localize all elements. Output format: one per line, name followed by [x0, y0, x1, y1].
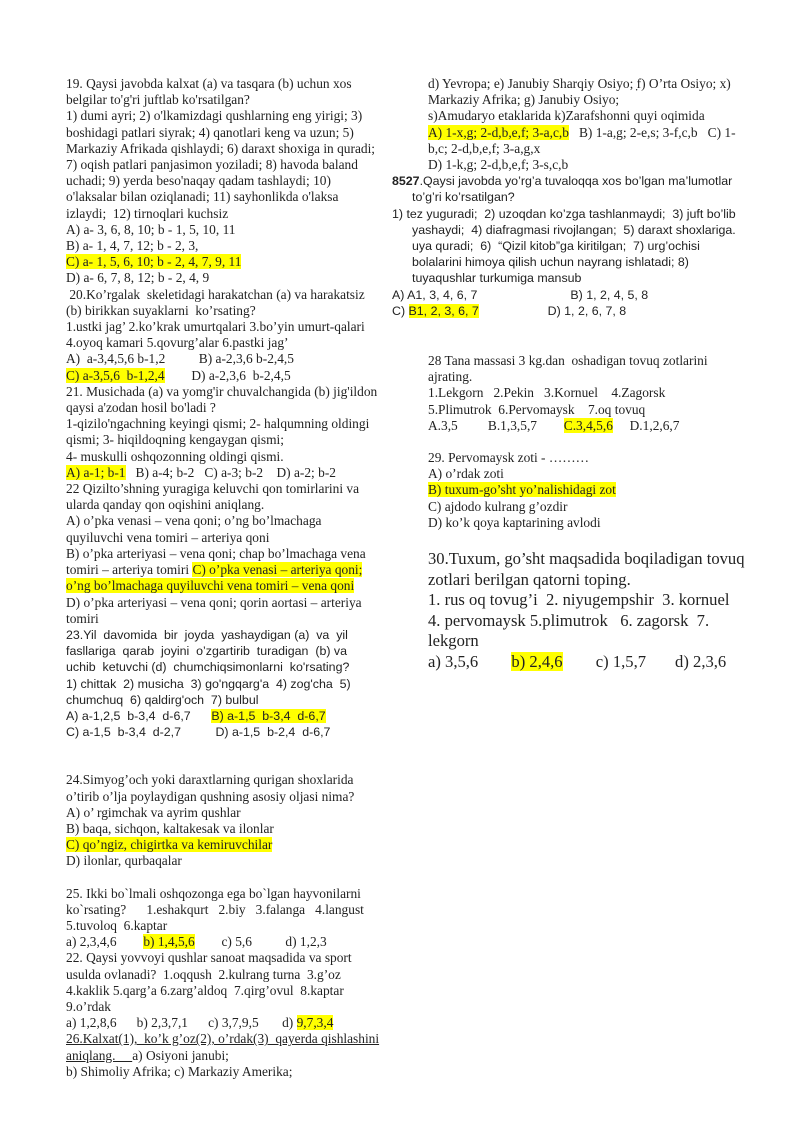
- question-22-hunting: [66, 950, 394, 1031]
- answer-option: A) a-1,2,5 b-3,4 d-6,7: [66, 708, 212, 723]
- question-19: [66, 76, 394, 287]
- text-line: 28 Tana massasi 3 kg.dan oshadigan tovuq zotlarini: [428, 353, 708, 369]
- text-line: zotlari berilgan qatorni toping.: [428, 569, 631, 589]
- answer-option: A) o’ rgimchak va ayrim qushlar: [66, 804, 241, 820]
- text-line: 5.tuvoloq 6.kaptar: [66, 917, 168, 933]
- highlighted-answer: o’ng bo’lmachaga quyiluvchi vena tomiri – vena qoni: [66, 578, 355, 594]
- text-line: 1.Lekgorn 2.Pekin 3.Kornuel 4.Zagorsk: [428, 385, 666, 401]
- answer-option: C) ajdodo kulrang g’ozdir: [428, 498, 568, 514]
- highlighted-answer: C.3,4,5,6: [563, 417, 613, 433]
- answer-option: B) baqa, sichqon, kaltakesak va ilonlar: [66, 820, 274, 836]
- left-column: [66, 76, 394, 1080]
- highlighted-answer: C) o’pka venasi – arteriya qoni;: [192, 562, 363, 578]
- text-line: qismi; 3- hiqildoqning kengaygan qismi;: [66, 432, 284, 448]
- text-line: Markaziy Afrika; g) Janubiy Osiyo;: [428, 92, 620, 108]
- text-line: yashaydi; 4) diafragmasi rivojlangan; 5) daraxt shoxlariga.: [412, 222, 736, 237]
- answer-option: c) 1,5,7 d) 2,3,6: [562, 651, 727, 671]
- answer-option: C): [392, 303, 409, 318]
- answer-option: D) o’pka arteriyasi – vena qoni; qorin aortasi – arteriya: [66, 594, 362, 610]
- text-line: 1) chittak 2) musicha 3) go'ngqarg'a 4) zog'cha 5): [66, 676, 351, 691]
- text-line: .Qaysi javobda yo’rg’a tuvaloqqa xos bo’lgan ma’lumotlar: [419, 174, 733, 189]
- highlighted-answer: B) tuxum-go’sht yo’nalishidagi zot: [428, 482, 616, 498]
- text-line: belgilar to'g'ri juftlab ko'rsatilgan?: [66, 92, 250, 108]
- answer-option: A.3,5 B.1,3,5,7: [428, 417, 564, 433]
- answer-option: D.1,2,6,7: [612, 417, 680, 433]
- answer-option: a) 2,3,4,6: [66, 934, 144, 950]
- answer-option: tomiri – arteriya tomiri: [66, 562, 193, 578]
- question-26-continued: [392, 76, 760, 173]
- answer-option: a) 1,2,8,6 b) 2,3,7,1 c) 3,7,9,5 d): [66, 1015, 297, 1031]
- text-line: 4. pervomaysk 5.plimutrok 6. zagorsk 7.: [428, 610, 710, 630]
- answer-option: A) o’rdak zoti: [428, 466, 504, 482]
- answer-option: D) a-2,3,6 b-2,4,5: [164, 367, 291, 383]
- text-line: uchib ketuvchi (d) chumchiqsimonlarni ko'rsating?: [66, 660, 350, 675]
- highlighted-answer: A) a-1; b-1: [66, 464, 126, 480]
- text-line: usulda ovlanadi? 1.oqqush 2.kulrang turna 3.g’oz: [66, 966, 341, 982]
- answer-option: quyiluvchi vena tomiri – arteriya qoni: [66, 529, 270, 545]
- answer-option: D) 1-k,g; 2-d,b,e,f; 3-s,c,b: [428, 157, 569, 173]
- highlighted-answer: b) 2,4,6: [511, 651, 563, 671]
- answer-option: D) 1, 2, 6, 7, 8: [478, 303, 627, 318]
- highlighted-answer: A) 1-x,g; 2-d,b,e,f; 3-a,c,b: [428, 124, 569, 140]
- question-22-heart: [66, 481, 394, 627]
- text-line: 30.Tuxum, go’sht maqsadida boqiladigan tovuq: [428, 549, 745, 569]
- answer-option: A) A1, 3, 4, 6, 7 B) 1, 2, 4, 5, 8: [392, 287, 649, 302]
- text-line: 29. Pervomaysk zoti - ………: [428, 450, 590, 466]
- answer-option: B) 1-a,g; 2-e,s; 3-f,c,b C) 1-: [568, 124, 736, 140]
- answer-option: c) 5,6 d) 1,2,3: [194, 934, 327, 950]
- text-line: 22 Qizilto’shning yuragiga keluvchi qon tomirlarini va: [66, 481, 360, 497]
- text-line: 22. Qaysi yovvoyi qushlar sanoat maqsadida va sport: [66, 950, 352, 966]
- question-21: [66, 384, 394, 481]
- text-line: 7) oqish patlari panjasimon yoziladi; 8) havoda baland: [66, 157, 358, 173]
- text-line: 24.Simyog’och yoki daraxtlarning qurigan shoxlarida: [66, 772, 354, 788]
- text-line: izlaydi; 12) tirnoqlari kuchsiz: [66, 205, 229, 221]
- text-line: lekgorn: [428, 631, 479, 651]
- question-25: [66, 886, 394, 951]
- text-line: uchadi; 9) yerda beso'naqay qadam tashlaydi; 10): [66, 173, 331, 189]
- answer-option: D) ko’k qoya kaptarining avlodi: [428, 514, 601, 530]
- answer-option: tomiri: [66, 610, 99, 626]
- text-line: 4.kaklik 5.qarg’a 6.zarg’aldoq 7.qirg’ovul 8.kaptar: [66, 982, 344, 998]
- text-line: o'laksalar bilan oziqlanadi; 11) sayhonlikda o'laksa: [66, 189, 339, 205]
- text-line: 1) dumi ayri; 2) o'lkamizdagi qushlarning eng yirigi; 3): [66, 108, 363, 124]
- text-line: boshidagi patlari siyrak; 4) qanotlari keng va uzun; 5): [66, 124, 354, 140]
- question-24: [66, 772, 394, 869]
- answer-option: B) a- 1, 4, 7, 12; b - 2, 3,: [66, 238, 199, 254]
- answer-option: D) a- 6, 7, 8, 12; b - 2, 4, 9: [66, 270, 210, 286]
- question-20: [66, 287, 394, 384]
- text-line: (b) birikkan suyaklarni ko’rsating?: [66, 302, 256, 318]
- text-line: to’g’ri ko’rsatilgan?: [412, 190, 515, 205]
- text-line: Markaziy Afrikada qishlaydi; 6) daraxt shoxiga in quradi;: [66, 140, 376, 156]
- text-line: 19. Qaysi javobda kalxat (a) va tasqara (b) uchun xos: [66, 76, 352, 91]
- text-line: 1.ustki jag’ 2.ko’krak umurtqalari 3.bo’yin umurt-qalari: [66, 319, 365, 335]
- text-line: aniqlang.: [66, 1047, 133, 1063]
- highlighted-answer: C) a-3,5,6 b-1,2,4: [66, 367, 165, 383]
- text-line: tuyaqushlar turkumiga mansub: [412, 271, 582, 286]
- text-line: bolalarini himoya qilish uchun nayrang ishlatadi; 8): [412, 255, 689, 270]
- text-line: 9.o’rdak: [66, 998, 111, 1014]
- text-line: 26.Kalxat(1), ko’k g’oz(2), o’rdak(3) qayerda qishlashini: [66, 1031, 380, 1047]
- text-line: ko`rsating? 1.eshakqurt 2.biy 3.falanga 4.langust: [66, 901, 364, 917]
- text-line: uya quradi; 6) “Qizil kitob”ga kiritilgan; 7) urg’ochisi: [412, 239, 700, 254]
- text-line: 21. Musichada (a) va yomg'ir chuvalchangida (b) jig'ildon: [66, 383, 378, 399]
- text-line: fasllariga qarab joyini o’zgartirib turadigan (b) va: [66, 644, 347, 659]
- text-line: 5.Plimutrok 6.Pervomaysk 7.oq tovuq: [428, 401, 646, 417]
- question-28: [392, 353, 760, 434]
- right-column: [392, 76, 760, 672]
- answer-option: a) 3,5,6: [428, 651, 512, 671]
- answer-option: A) a-3,4,5,6 b-1,2 B) a-2,3,6 b-2,4,5: [66, 351, 294, 367]
- question-29: [392, 450, 760, 531]
- text-line: 4- muskulli oshqozonning oldingi qismi.: [66, 448, 284, 464]
- highlighted-answer: B) a-1,5 b-3,4 d-6,7: [211, 708, 326, 723]
- text-line: 1-qizilo'ngachning keyingi qismi; 2- halqumning oldingi: [66, 416, 370, 432]
- text-line: 1) tez yuguradi; 2) uzoqdan ko’zga tashlanmaydi; 3) juft bo’lib: [392, 206, 736, 221]
- text-line: o’tirib o’lja poylaydigan qushning asosiy oljasi nima?: [66, 788, 355, 804]
- text-line: ajrating.: [428, 369, 473, 385]
- text-line: qaysi a'zodan hosil bo'ladi ?: [66, 400, 216, 416]
- question-number: 8527: [392, 174, 420, 189]
- question-26: [66, 1031, 394, 1080]
- text-line: 23.Yil davomida bir joyda yashaydigan (a) va yil: [66, 627, 348, 642]
- text-line: b) Shimoliy Afrika; c) Markaziy Amerika;: [66, 1063, 293, 1079]
- highlighted-answer: C) qo’ngiz, chigirtka va kemiruvchilar: [66, 837, 273, 853]
- text-line: chumchuq 6) qaldirg'och 7) bulbul: [66, 692, 259, 707]
- text-line: 20.Ko’rgalak skeletidagi harakatchan (a) va harakatsiz: [66, 286, 365, 302]
- highlighted-answer: 9,7,3,4: [296, 1015, 334, 1031]
- question-8527: [392, 173, 760, 319]
- answer-option: B) a-4; b-2 C) a-3; b-2 D) a-2; b-2: [125, 464, 336, 480]
- text-line: s)Amudaryo etaklarida k)Zarafshonni quyi oqimida: [428, 108, 705, 124]
- answer-option: B) o’pka arteriyasi – vena qoni; chap bo’lmachaga vena: [66, 545, 366, 561]
- answer-option: A) a- 3, 6, 8, 10; b - 1, 5, 10, 11: [66, 221, 236, 237]
- text-line: 25. Ikki bo`lmali oshqozonga ega bo`lgan hayvonilarni: [66, 885, 361, 901]
- question-30: [392, 549, 760, 672]
- answer-option: b,c; 2-d,b,e,f; 3-a,g,x: [428, 140, 541, 156]
- text-line: ularda qanday qon oqishini aniqlang.: [66, 497, 265, 513]
- answer-option: C) a-1,5 b-3,4 d-2,7 D) a-1,5 b-2,4 d-6,7: [66, 725, 331, 740]
- text-line: 1. rus oq tovug’i 2. niyugempshir 3. kornuel: [428, 590, 730, 610]
- answer-option: A) o’pka venasi – vena qoni; o’ng bo’lmachaga: [66, 513, 322, 529]
- question-23: [66, 627, 394, 740]
- text-line: 4.oyoq kamari 5.qovurg’alar 6.pastki jag’: [66, 335, 289, 351]
- answer-option: D) ilonlar, qurbaqalar: [66, 853, 182, 869]
- highlighted-answer: C) a- 1, 5, 6, 10; b - 2, 4, 7, 9, 11: [66, 254, 242, 270]
- text-line: a) Osiyoni janubi;: [132, 1047, 229, 1063]
- text-line: d) Yevropa; e) Janubiy Sharqiy Osiyo; ̣f) O’rta Osiyo; x): [428, 76, 731, 91]
- highlighted-answer: b) 1,4,5,6: [143, 934, 195, 950]
- highlighted-answer: B1, 2, 3, 6, 7: [408, 303, 479, 318]
